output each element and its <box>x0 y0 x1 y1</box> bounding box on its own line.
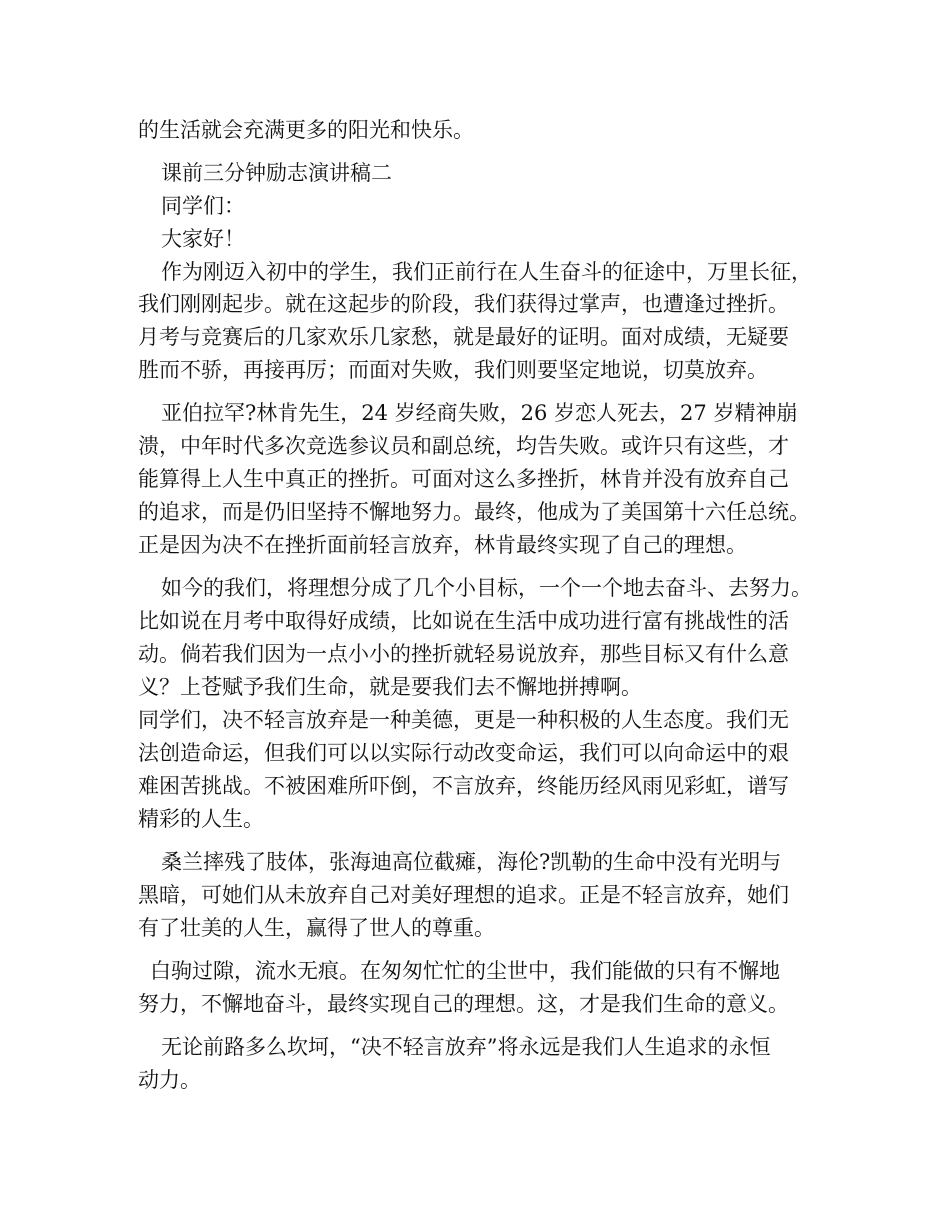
text-line: 义？上苍赋予我们生命，就是要我们去不懈地拼搏啊。 <box>138 675 642 699</box>
section-title: 课前三分钟励志演讲稿二 <box>161 161 392 185</box>
text-line: 亚伯拉罕?林肯先生，24 岁经商失败，26 岁恋人死去，27 岁精神崩 <box>161 401 798 425</box>
text-line: 月考与竞赛后的几家欢乐几家愁，就是最好的证明。面对成绩，无疑要 <box>138 325 789 349</box>
text-line: 黑暗，可她们从未放弃自己对美好理想的追求。正是不轻言放弃，她们 <box>138 883 789 907</box>
salutation: 同学们： <box>161 194 245 218</box>
text-line: 动力。 <box>138 1068 201 1092</box>
text-line: 努力，不懈地奋斗，最终实现自己的理想。这，才是我们生命的意义。 <box>138 992 789 1016</box>
text-line: 动。倘若我们因为一点小小的挫折就轻易说放弃，那些目标又有什么意 <box>138 642 789 666</box>
text-line: 比如说在月考中取得好成绩，比如说在生活中成功进行富有挑战性的活 <box>138 609 789 633</box>
text-line: 我们刚刚起步。就在这起步的阶段，我们获得过掌声，也遭逢过挫折。 <box>138 292 789 316</box>
text-line: 有了壮美的人生，赢得了世人的尊重。 <box>138 916 495 940</box>
text-line: 作为刚迈入初中的学生，我们正前行在人生奋斗的征途中，万里长征， <box>161 260 812 284</box>
text-line: 白驹过隙，流水无痕。在匆匆忙忙的尘世中，我们能做的只有不懈地 <box>150 959 780 983</box>
text-line: 难困苦挑战。不被困难所吓倒，不言放弃，终能历经风雨见彩虹，谱写 <box>138 774 789 798</box>
text-line: 的追求，而是仍旧坚持不懈地努力。最终，他成为了美国第十六任总统。 <box>138 500 810 524</box>
text-line: 溃，中年时代多次竞选参议员和副总统，均告失败。或许只有这些，才 <box>138 434 789 458</box>
text-line: 同学们，决不轻言放弃是一种美德，更是一种积极的人生态度。我们无 <box>138 708 789 732</box>
text-line: 无论前路多么坎坷，“决不轻言放弃”将永远是我们人生追求的永恒 <box>161 1035 771 1059</box>
text-line: 法创造命运，但我们可以以实际行动改变命运，我们可以向命运中的艰 <box>138 741 789 765</box>
text-line: 如今的我们，将理想分成了几个小目标，一个一个地去奋斗、去努力。 <box>161 576 812 600</box>
text-line: 桑兰摔残了肢体，张海迪高位截瘫，海伦?凯勒的生命中没有光明与 <box>161 850 782 874</box>
text-line: 的生活就会充满更多的阳光和快乐。 <box>138 118 474 142</box>
text-line: 胜而不骄，再接再厉；而面对失败，我们则要坚定地说，切莫放弃。 <box>138 358 768 382</box>
greeting: 大家好！ <box>161 227 245 251</box>
text-line: 正是因为决不在挫折面前轻言放弃，林肯最终实现了自己的理想。 <box>138 533 747 557</box>
text-line: 精彩的人生。 <box>138 807 264 831</box>
text-line: 能算得上人生中真正的挫折。可面对这么多挫折，林肯并没有放弃自己 <box>138 467 789 491</box>
